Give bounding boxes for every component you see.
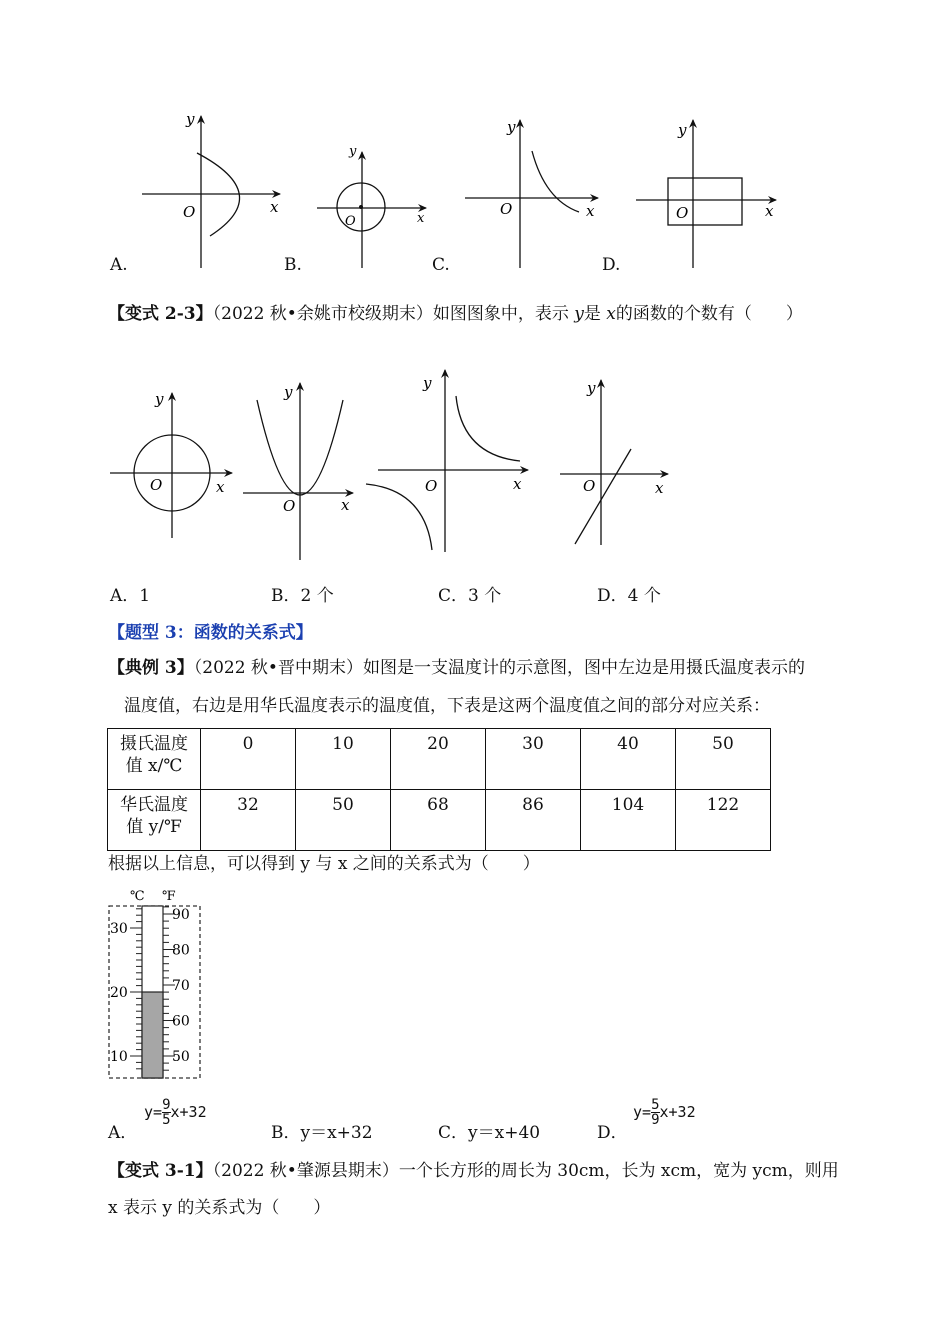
ex3-option-b[interactable]: B．y＝x+32 [271, 1123, 373, 1143]
table-cell: 20 [391, 729, 486, 790]
ex3-option-c[interactable]: C．y＝x+40 [438, 1123, 541, 1143]
table-cell: 40 [581, 729, 676, 790]
table-cell: 122 [676, 790, 771, 851]
q31-line2: x 表示 y 的关系式为（ ） [108, 1198, 331, 1218]
q23-option-a[interactable]: A．1 [110, 586, 151, 606]
ex3-question: 根据以上信息，可以得到 y 与 x 之间的关系式为（ ） [108, 854, 540, 874]
ex3-line1: 【典例 3】（2022 秋•晋中期末）如图是一支温度计的示意图，图中左边是用摄氏温度表示的 [108, 658, 805, 678]
table-cell: 10 [296, 729, 391, 790]
svg-text:y: y [284, 383, 293, 401]
table-row-celsius [108, 729, 771, 790]
svg-text:x: x [417, 211, 425, 226]
q23-graphs [0, 0, 950, 600]
q31-line1: 【变式 3-1】（2022 秋•肇源县期末）一个长方形的周长为 30cm，长为 xcm，宽为 ycm，则用 [108, 1161, 839, 1181]
temperature-table [107, 728, 771, 851]
svg-text:O: O [583, 477, 596, 495]
table-cell: 86 [486, 790, 581, 851]
svg-text:O: O [676, 204, 689, 222]
svg-text:y: y [587, 379, 596, 397]
row-label-fahrenheit: 华氏温度 值 y/℉ [108, 790, 201, 851]
svg-text:y: y [186, 110, 195, 128]
celsius-tick-label: 20 [110, 985, 128, 1001]
svg-text:x: x [270, 198, 279, 216]
svg-text:O: O [283, 497, 296, 515]
fahrenheit-tick-label: 60 [172, 1013, 190, 1030]
svg-text:x: x [216, 478, 225, 496]
table-cell: 30 [486, 729, 581, 790]
q1-option-b[interactable]: B. [284, 255, 302, 275]
table-row-fahrenheit [108, 790, 771, 851]
q1-option-a[interactable]: A. [110, 255, 128, 275]
table-cell: 0 [201, 729, 296, 790]
table-cell: 32 [201, 790, 296, 851]
fahrenheit-tick-label: 90 [172, 907, 190, 923]
svg-text:x: x [765, 202, 774, 220]
ex3-option-d[interactable]: D． y= $\frac{5}{9}$ x+32 [597, 1097, 696, 1143]
thermometer-figure [100, 882, 210, 1082]
svg-text:x: x [513, 475, 522, 493]
q23-option-b[interactable]: B．2 个 [271, 586, 334, 606]
thermometer-fill [142, 992, 163, 1078]
fahrenheit-tick-label: 70 [172, 978, 190, 994]
svg-text:O: O [183, 203, 196, 221]
svg-text:O: O [500, 200, 513, 218]
svg-text:O: O [425, 477, 438, 495]
q23-stem: 【变式 2-3】（2022 秋•余姚市校级期末）如图图象中，表示 y是 x的函数的个数有（ ） [108, 304, 803, 324]
svg-text:y: y [423, 374, 432, 392]
q1-option-c[interactable]: C. [432, 255, 450, 275]
table-cell: 50 [676, 729, 771, 790]
q1-option-d[interactable]: D. [602, 255, 621, 275]
svg-text:x: x [655, 479, 664, 497]
table-cell: 50 [296, 790, 391, 851]
svg-text:℉: ℉ [162, 889, 176, 904]
row-label-celsius: 摄氏温度 值 x/℃ [108, 729, 201, 790]
celsius-tick-label: 30 [110, 921, 128, 937]
q23-option-d[interactable]: D．4 个 [597, 586, 661, 606]
svg-text:x: x [586, 202, 595, 220]
fahrenheit-tick-label: 80 [172, 942, 190, 959]
svg-text:O: O [150, 476, 163, 494]
svg-text:y: y [507, 118, 516, 136]
table-cell: 68 [391, 790, 486, 851]
svg-text:y: y [678, 121, 687, 139]
svg-text:y: y [349, 144, 357, 159]
table-cell: 104 [581, 790, 676, 851]
fahrenheit-tick-label: 50 [172, 1049, 190, 1065]
q23-option-c[interactable]: C．3 个 [438, 586, 502, 606]
ex3-line2: 温度值，右边是用华氏温度表示的温度值，下表是这两个温度值之间的部分对应关系： [124, 696, 770, 716]
ex3-option-a[interactable]: A． y= $\frac{9}{5}$ x+32 [108, 1097, 207, 1143]
celsius-tick-label: 10 [110, 1049, 128, 1065]
section-title-type3: 【题型 3：函数的关系式】 [108, 623, 313, 643]
svg-text:y: y [155, 390, 164, 408]
svg-text:x: x [341, 496, 350, 514]
svg-text:℃: ℃ [130, 889, 145, 904]
svg-text:O: O [345, 214, 356, 229]
